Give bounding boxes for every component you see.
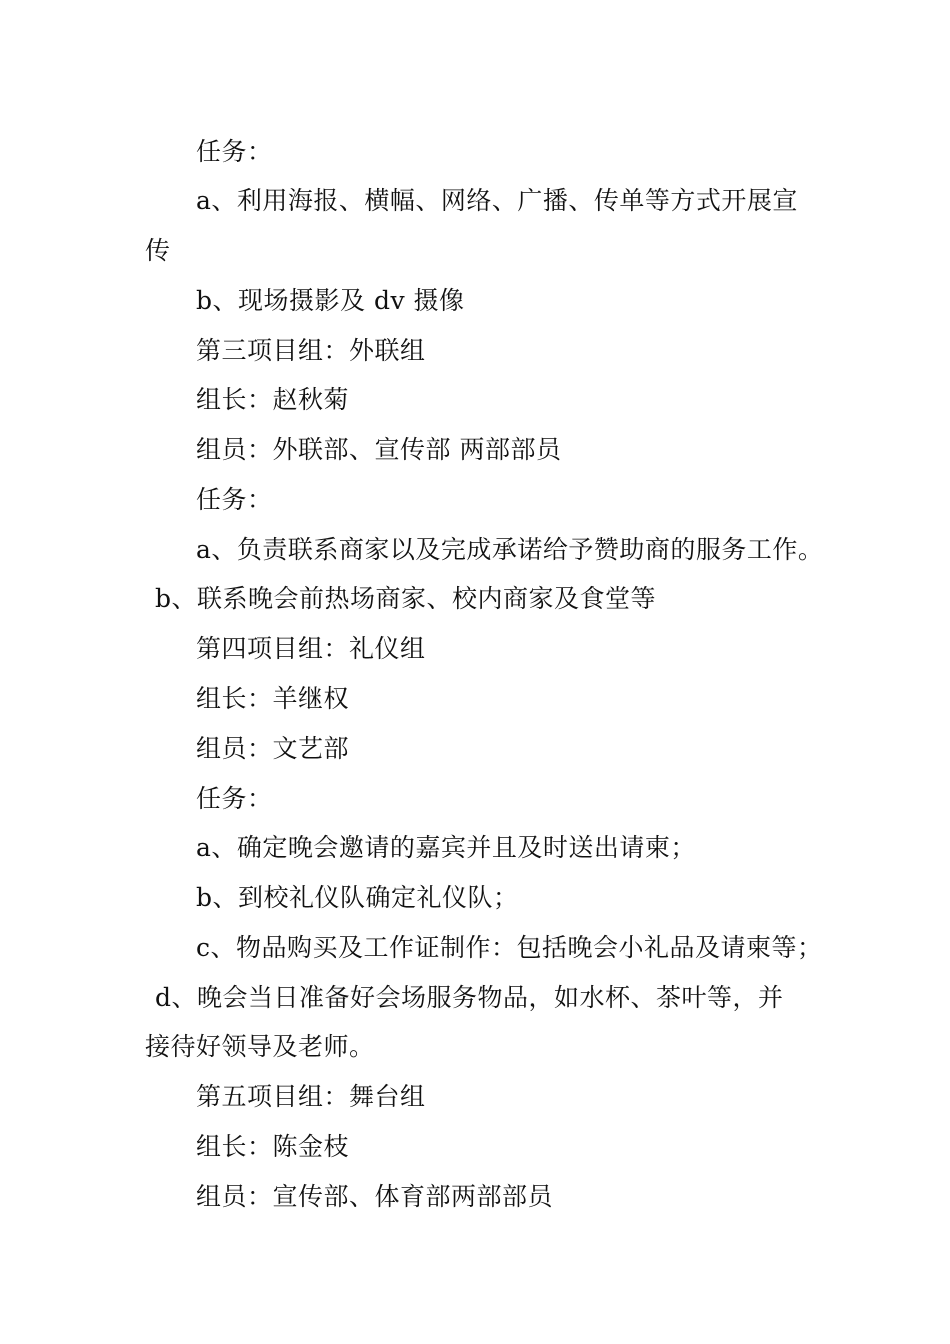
task-heading-2: 任务：	[196, 485, 273, 514]
group-three-members: 组员：外联部、宣传部 两部部员	[196, 435, 562, 464]
task-item-a-contact: a、负责联系商家以及完成承诺给予赞助商的服务工作。	[196, 535, 824, 564]
task-item-a-line-2: 传	[145, 236, 171, 265]
task-heading-3: 任务：	[196, 784, 273, 813]
task-item-d-line-1: d、晚会当日准备好会场服务物品，如水杯、茶叶等，并	[155, 983, 784, 1012]
task-item-c-purchase: c、物品购买及工作证制作：包括晚会小礼品及请柬等；	[196, 933, 823, 962]
task-item-d-line-2: 接待好领导及老师。	[145, 1032, 375, 1061]
task-item-b: b、现场摄影及 dv 摄像	[196, 286, 465, 315]
group-three-leader: 组长：赵秋菊	[196, 385, 350, 414]
group-three-title: 第三项目组：外联组	[196, 336, 426, 365]
group-five-leader: 组长：陈金枝	[196, 1132, 350, 1161]
task-heading-1: 任务：	[196, 137, 273, 166]
task-item-b-contact: b、联系晚会前热场商家、校内商家及食堂等	[155, 584, 657, 613]
group-five-title: 第五项目组：舞台组	[196, 1082, 426, 1111]
task-item-a-guests: a、确定晚会邀请的嘉宾并且及时送出请柬；	[196, 833, 696, 862]
group-four-title: 第四项目组：礼仪组	[196, 634, 426, 663]
task-item-b-etiquette: b、到校礼仪队确定礼仪队；	[196, 883, 519, 912]
group-five-members: 组员：宣传部、体育部两部部员	[196, 1182, 554, 1211]
group-four-members: 组员：文艺部	[196, 734, 350, 763]
task-item-a-line-1: a、利用海报、横幅、网络、广播、传单等方式开展宣	[196, 186, 798, 215]
group-four-leader: 组长：羊继权	[196, 684, 350, 713]
